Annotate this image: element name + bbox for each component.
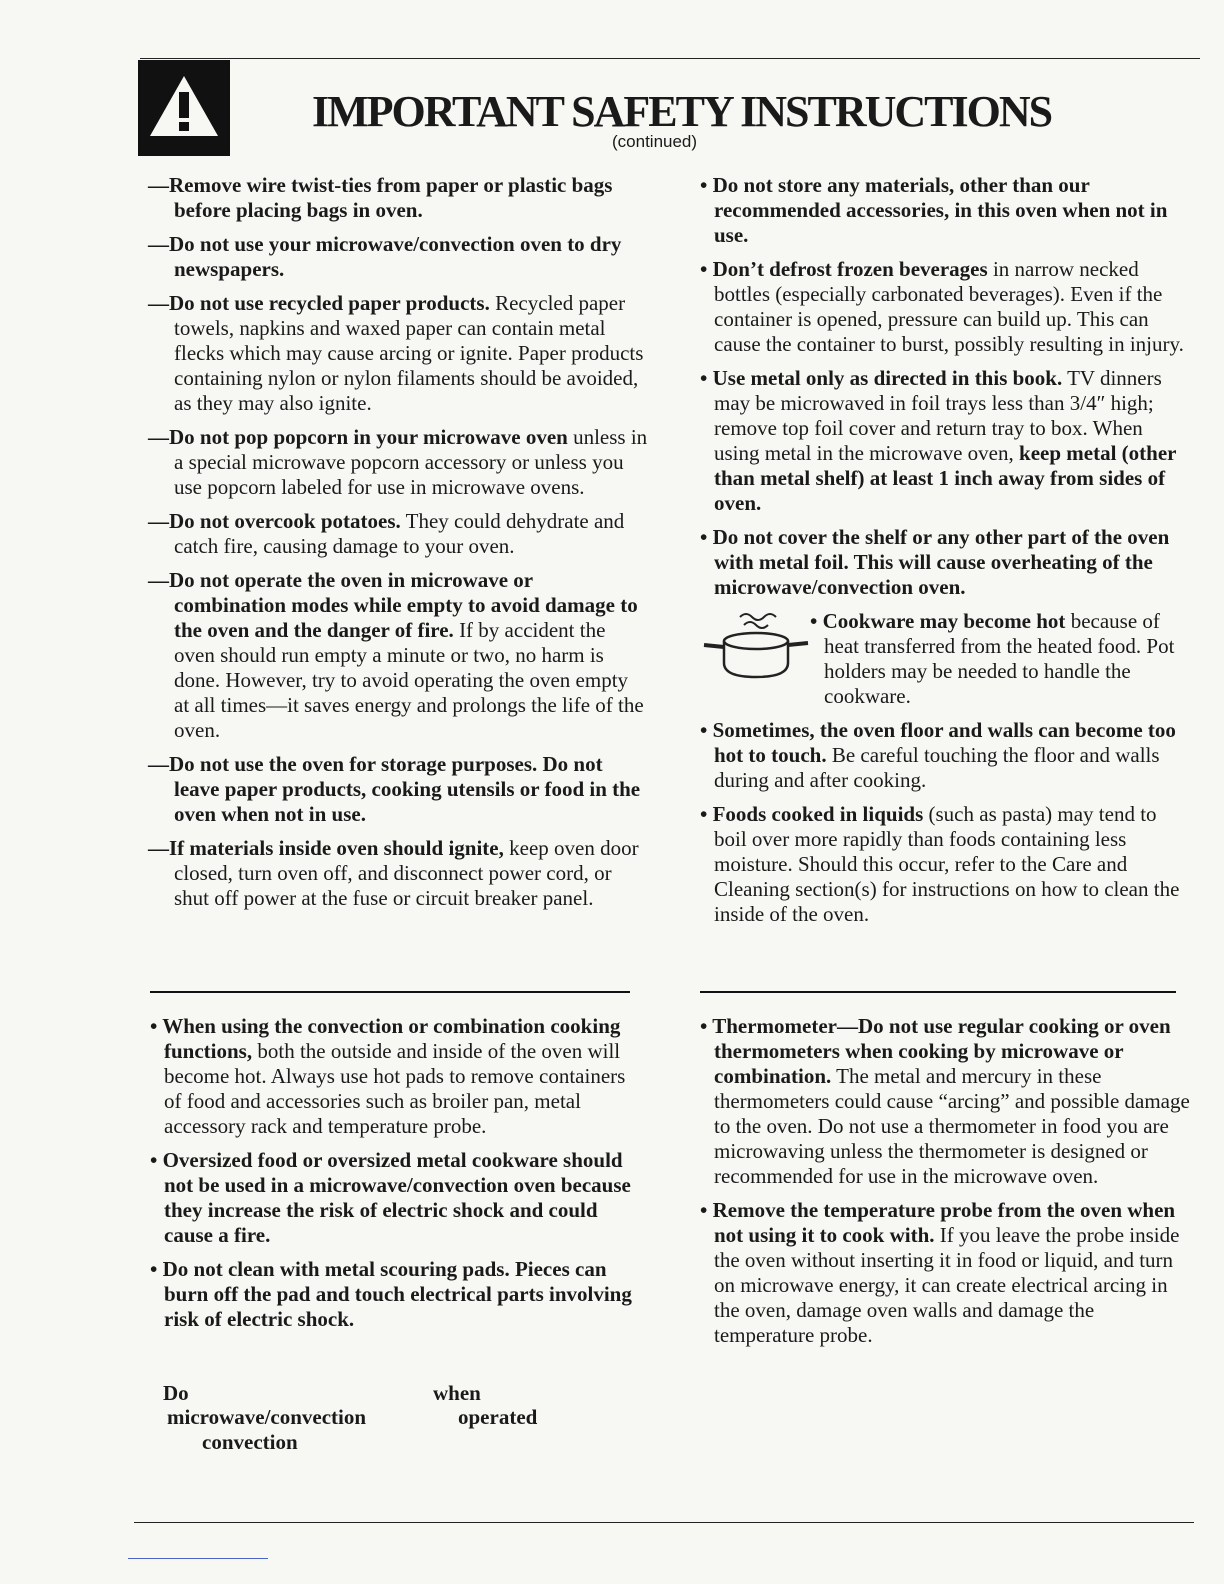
- warning-triangle-icon: [148, 74, 220, 138]
- right-bottom-column: [700, 1014, 1190, 1357]
- footer-link-rule: [128, 1558, 268, 1559]
- instruction-item: —Do not use recycled paper products. Recycled paper towels, napkins and waxed paper can contain metal flecks which may cause arcing or ignite. Paper products containing nylon or nylon filaments should be avoided, as they may also ignite.: [148, 291, 644, 415]
- instruction-item: • Foods cooked in liquids (such as pasta) may tend to boil over more rapidly than foods containing less moisture. Should this occur, refer to the Care and Cleaning section(s) for instructions on how to clean the inside of the oven.: [700, 802, 1180, 926]
- instruction-item: • When using the convection or combination cooking functions, both the outside and inside of the oven will become hot. Always use hot pads to remove containers of food and accessories such as broiler pan, metal accessory rack and temperature probe.: [150, 1014, 626, 1138]
- fragment-text: when: [433, 1381, 481, 1405]
- right-top-column: [700, 173, 1190, 936]
- instruction-item: —Do not overcook potatoes. They could dehydrate and catch fire, causing damage to your oven.: [148, 509, 625, 558]
- instruction-item: • Use metal only as directed in this book. TV dinners may be microwaved in foil trays less than 3/4″ high; remove top foil cover and return tray to box. When using metal in the microwave oven, keep metal (other than metal shelf) at least 1 inch away from sides of oven.: [700, 366, 1177, 515]
- left-top-column: [148, 173, 648, 920]
- warning-box: [138, 60, 230, 156]
- section-divider-right: [700, 991, 1176, 993]
- fragment-text: operated: [458, 1405, 538, 1429]
- left-bottom-column: [150, 1014, 640, 1341]
- instruction-item: • Remove the temperature probe from the oven when not using it to cook with. If you leave the probe inside the oven without inserting it in food or liquid, and turn on microwave energy, it can create electrical arcing in the oven, damage oven walls and damage the temperature probe.: [700, 1198, 1180, 1347]
- bottom-rule: [134, 1522, 1194, 1523]
- instruction-item: —If materials inside oven should ignite, keep oven door closed, turn oven off, and disconnect power cord, or shut off power at the fuse or circuit breaker panel.: [148, 836, 639, 910]
- instruction-item: • Do not store any materials, other than our recommended accessories, in this oven when not in use.: [700, 173, 1168, 247]
- instruction-item: • Thermometer—Do not use regular cooking or oven thermometers when cooking by microwave or combination. The metal and mercury in these thermometers could cause “arcing” and possible damage to the oven. Do not use a thermometer in food you are microwaving unless the thermometer is designed or recommended for use in the microwave oven.: [700, 1014, 1190, 1188]
- instruction-item: • Do not cover the shelf or any other part of the oven with metal foil. This will cause overheating of the microwave/convection oven.: [700, 525, 1170, 599]
- top-rule: [140, 58, 1200, 59]
- instruction-item: —Do not pop popcorn in your microwave oven unless in a special microwave popcorn accessory or unless you use popcorn labeled for use in microwave ovens.: [148, 425, 648, 499]
- page-title: IMPORTANT SAFETY INSTRUCTIONS: [312, 87, 1052, 136]
- page-subtitle: (continued): [612, 132, 698, 151]
- instruction-item: • Sometimes, the oven floor and walls can become too hot to touch. Be careful touching the floor and walls during and after cooking.: [700, 718, 1176, 792]
- instruction-item: —Remove wire twist-ties from paper or plastic bags before placing bags in oven.: [148, 173, 613, 222]
- instruction-item: • Do not clean with metal scouring pads. Pieces can burn off the pad and touch electrical parts involving risk of electric shock.: [150, 1257, 632, 1331]
- fragment-text: microwave/convection: [167, 1405, 367, 1429]
- instruction-item: —Do not use the oven for storage purposes. Do not leave paper products, cooking utensils or food in the oven when not in use.: [148, 752, 641, 826]
- instruction-item: • Oversized food or oversized metal cookware should not be used in a microwave/convection oven because they increase the risk of electric shock and could cause a fire.: [150, 1148, 631, 1247]
- instruction-item: • Don’t defrost frozen beverages in narrow necked bottles (especially carbonated beverages). Even if the container is opened, pressure can build up. This can cause the container to burst, possibly resulting in injury.: [700, 257, 1184, 356]
- fragment-text: convection: [202, 1430, 298, 1454]
- section-divider-left: [150, 991, 630, 993]
- instruction-item: —Do not operate the oven in microwave or combination modes while empty to avoid damage to the oven and the danger of fire. If by accident the oven should run empty a minute or two, no harm is done. However, try to avoid operating the oven empty at all times—it saves energy and prolongs the life of the oven.: [148, 568, 644, 742]
- hot-pot-icon: [700, 609, 810, 689]
- fragment-text: Do: [163, 1381, 189, 1405]
- cookware-item: • Cookware may become hot because of heat transferred from the heated food. Pot holders may be needed to handle the cookware.: [700, 609, 1190, 709]
- instruction-item: —Do not use your microwave/convection oven to dry newspapers.: [148, 232, 622, 281]
